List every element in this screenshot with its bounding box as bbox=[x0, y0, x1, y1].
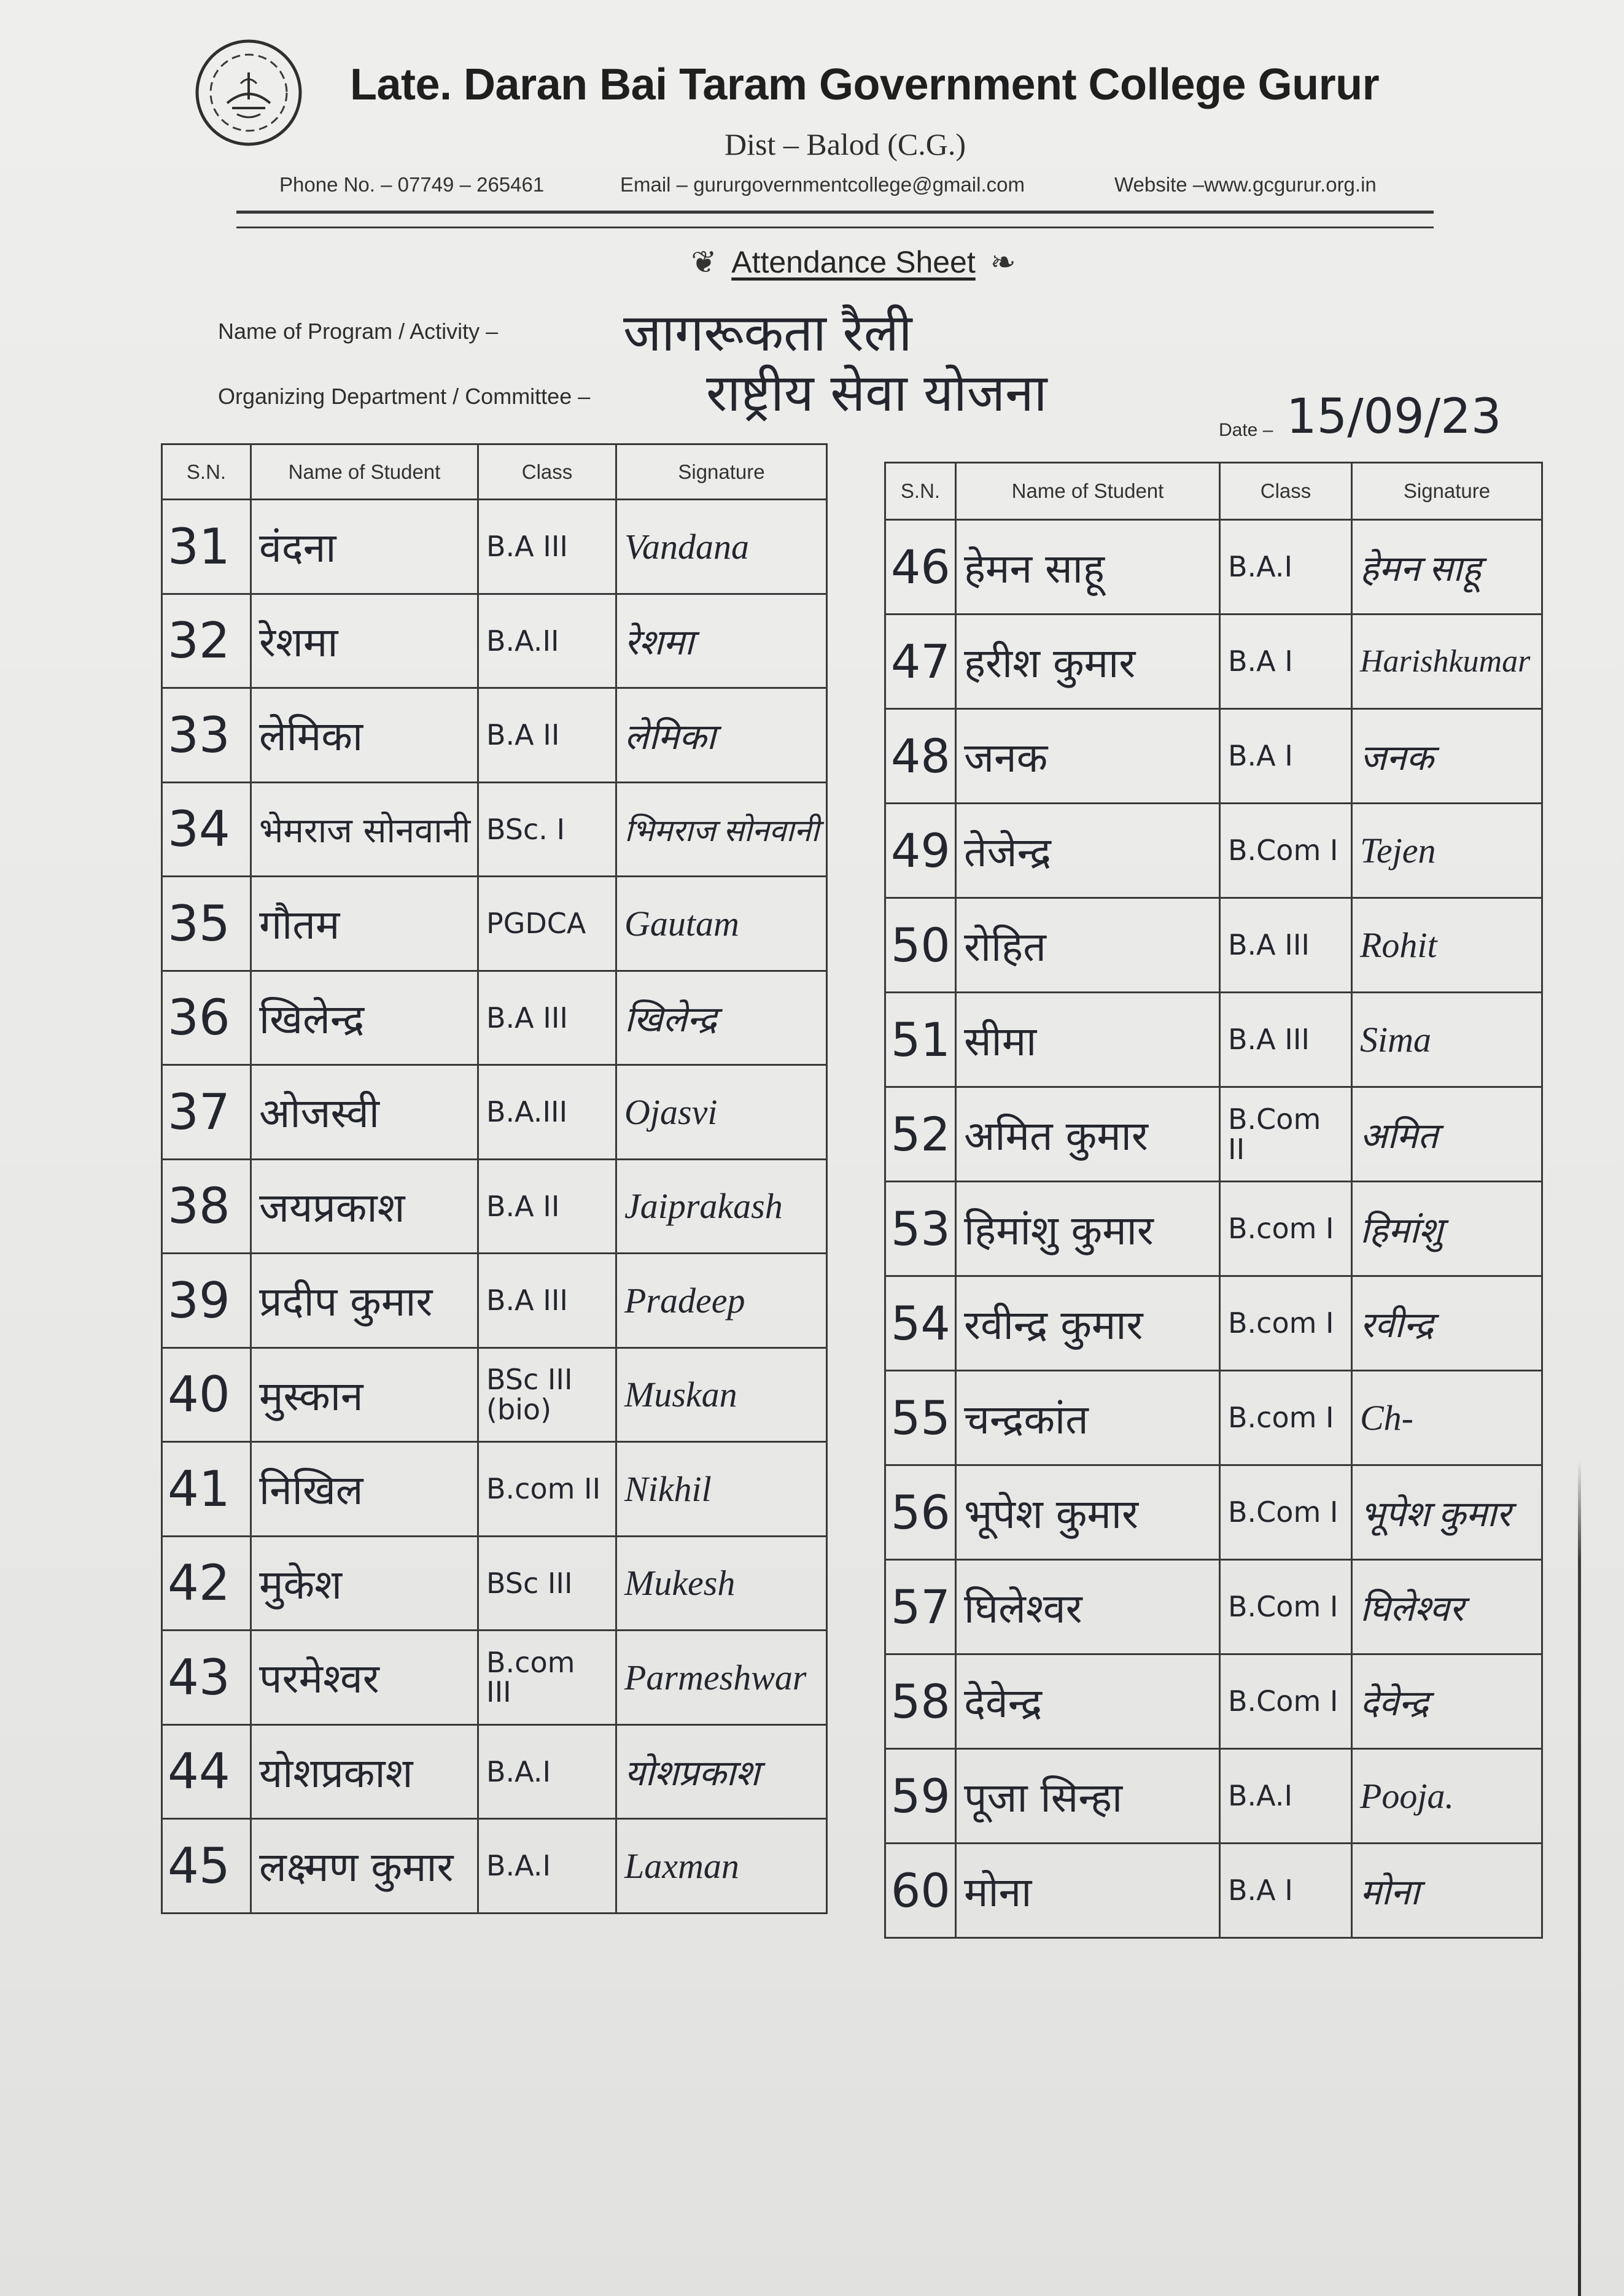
student-signature: Gautam bbox=[617, 877, 828, 972]
student-name: गौतम bbox=[252, 877, 479, 972]
student-signature: योशप्रकाश bbox=[617, 1726, 828, 1820]
student-signature: रेशमा bbox=[617, 595, 828, 689]
website-address: Website –www.gcgurur.org.in bbox=[1114, 173, 1377, 196]
student-name: भेमराज सोनवानी bbox=[252, 783, 479, 878]
row-serial-number: 32 bbox=[163, 595, 252, 689]
student-class: B.A I bbox=[1221, 615, 1353, 710]
student-class: B.A.II bbox=[479, 595, 617, 689]
student-signature: Jaiprakash bbox=[617, 1160, 828, 1255]
student-signature: भिमराज सोनवानी bbox=[617, 783, 828, 878]
student-signature: हिमांशु bbox=[1353, 1182, 1543, 1277]
header-name: Name of Student bbox=[957, 463, 1221, 521]
student-class: B.A.I bbox=[479, 1820, 617, 1914]
student-name: घिलेश्वर bbox=[957, 1561, 1221, 1655]
header-signature: Signature bbox=[617, 445, 828, 500]
row-serial-number: 37 bbox=[163, 1066, 252, 1160]
student-name: योशप्रकाश bbox=[252, 1726, 479, 1820]
email-address: Email – gururgovernmentcollege@gmail.com bbox=[620, 173, 1025, 196]
row-serial-number: 50 bbox=[886, 899, 957, 993]
row-serial-number: 44 bbox=[163, 1726, 252, 1820]
row-serial-number: 38 bbox=[163, 1160, 252, 1255]
header-name: Name of Student bbox=[252, 445, 479, 500]
row-serial-number: 55 bbox=[886, 1371, 957, 1466]
floral-ornament-icon bbox=[990, 247, 1016, 277]
row-serial-number: 59 bbox=[886, 1750, 957, 1844]
header-signature: Signature bbox=[1353, 463, 1543, 521]
student-signature: Nikhil bbox=[617, 1443, 828, 1537]
student-name: हिमांशु कुमार bbox=[957, 1182, 1221, 1277]
student-name: हरीश कुमार bbox=[957, 615, 1221, 710]
student-signature: Pradeep bbox=[617, 1254, 828, 1349]
student-signature: अमित bbox=[1353, 1088, 1543, 1182]
student-signature: Harishkumar bbox=[1353, 615, 1543, 710]
student-class: B.Com II bbox=[1221, 1088, 1353, 1182]
student-class: B.A.III bbox=[479, 1066, 617, 1160]
student-name: परमेश्वर bbox=[252, 1631, 479, 1726]
student-name: प्रदीप कुमार bbox=[252, 1254, 479, 1349]
row-serial-number: 54 bbox=[886, 1277, 957, 1371]
student-class: B.A I bbox=[1221, 710, 1353, 804]
row-serial-number: 47 bbox=[886, 615, 957, 710]
page-edge-shadow bbox=[1578, 1461, 1581, 2296]
student-class: B.A II bbox=[479, 1160, 617, 1255]
student-signature: हेमन साहू bbox=[1353, 521, 1543, 615]
row-serial-number: 31 bbox=[163, 500, 252, 595]
student-signature: जनक bbox=[1353, 710, 1543, 804]
student-signature: रवीन्द्र bbox=[1353, 1277, 1543, 1371]
student-name: जनक bbox=[957, 710, 1221, 804]
student-name: सीमा bbox=[957, 993, 1221, 1088]
student-name: तेजेन्द्र bbox=[957, 804, 1221, 899]
sheet-heading bbox=[614, 244, 1093, 280]
row-serial-number: 51 bbox=[886, 993, 957, 1088]
attendance-table-left bbox=[161, 443, 828, 1914]
row-serial-number: 60 bbox=[886, 1844, 957, 1939]
row-serial-number: 49 bbox=[886, 804, 957, 899]
student-signature: Tejen bbox=[1353, 804, 1543, 899]
student-signature: देवेन्द्र bbox=[1353, 1655, 1543, 1750]
student-name: वंदना bbox=[252, 500, 479, 595]
student-signature: Muskan bbox=[617, 1349, 828, 1443]
student-name: देवेन्द्र bbox=[957, 1655, 1221, 1750]
header-sn: S.N. bbox=[163, 445, 252, 500]
header-sn: S.N. bbox=[886, 463, 957, 521]
student-name: निखिल bbox=[252, 1443, 479, 1537]
row-serial-number: 57 bbox=[886, 1561, 957, 1655]
floral-ornament-icon bbox=[691, 247, 717, 277]
student-name: हेमन साहू bbox=[957, 521, 1221, 615]
student-class: B.A II bbox=[479, 689, 617, 783]
student-class: B.Com I bbox=[1221, 1655, 1353, 1750]
attendance-table-right bbox=[884, 462, 1543, 1939]
department-label: Organizing Department / Committee – bbox=[218, 384, 591, 409]
row-serial-number: 41 bbox=[163, 1443, 252, 1537]
district-line: Dist – Balod (C.G.) bbox=[725, 127, 966, 161]
header-rule-thick bbox=[236, 211, 1434, 214]
phone-number: Phone No. – 07749 – 265461 bbox=[279, 173, 545, 196]
student-signature: Parmeshwar bbox=[617, 1631, 828, 1726]
college-name: Late. Daran Bai Taram Government College Gurur bbox=[350, 60, 1380, 109]
row-serial-number: 34 bbox=[163, 783, 252, 878]
row-serial-number: 42 bbox=[163, 1537, 252, 1632]
student-class: B.A III bbox=[479, 500, 617, 595]
row-serial-number: 53 bbox=[886, 1182, 957, 1277]
student-signature: Ojasvi bbox=[617, 1066, 828, 1160]
sheet-title: Attendance Sheet bbox=[731, 245, 976, 279]
student-name: अमित कुमार bbox=[957, 1088, 1221, 1182]
student-signature: भूपेश कुमार bbox=[1353, 1466, 1543, 1561]
row-serial-number: 58 bbox=[886, 1655, 957, 1750]
college-emblem-icon bbox=[192, 36, 306, 150]
student-name: खिलेन्द्र bbox=[252, 972, 479, 1066]
student-signature: खिलेन्द्र bbox=[617, 972, 828, 1066]
student-class: BSc III bbox=[479, 1537, 617, 1632]
student-name: मुस्कान bbox=[252, 1349, 479, 1443]
student-signature: मोना bbox=[1353, 1844, 1543, 1939]
student-class: B.A III bbox=[479, 1254, 617, 1349]
student-class: B.Com I bbox=[1221, 1466, 1353, 1561]
header-rule-thin bbox=[236, 227, 1434, 228]
row-serial-number: 46 bbox=[886, 521, 957, 615]
student-name: जयप्रकाश bbox=[252, 1160, 479, 1255]
row-serial-number: 33 bbox=[163, 689, 252, 783]
program-value: जागरूकता रैली bbox=[623, 303, 912, 363]
date-value: 15/09/23 bbox=[1286, 389, 1502, 444]
student-name: लक्ष्मण कुमार bbox=[252, 1820, 479, 1914]
student-signature: Ch- bbox=[1353, 1371, 1543, 1466]
student-class: B.com III bbox=[479, 1631, 617, 1726]
header-class: Class bbox=[479, 445, 617, 500]
student-name: ओजस्वी bbox=[252, 1066, 479, 1160]
student-class: B.A.I bbox=[479, 1726, 617, 1820]
department-value: राष्ट्रीय सेवा योजना bbox=[706, 363, 1047, 423]
student-signature: घिलेश्वर bbox=[1353, 1561, 1543, 1655]
row-serial-number: 45 bbox=[163, 1820, 252, 1914]
program-label: Name of Program / Activity – bbox=[218, 319, 499, 344]
student-signature: Vandana bbox=[617, 500, 828, 595]
student-name: रेशमा bbox=[252, 595, 479, 689]
student-class: B.Com I bbox=[1221, 1561, 1353, 1655]
student-name: रवीन्द्र कुमार bbox=[957, 1277, 1221, 1371]
student-class: B.com I bbox=[1221, 1371, 1353, 1466]
row-serial-number: 52 bbox=[886, 1088, 957, 1182]
student-signature: Sima bbox=[1353, 993, 1543, 1088]
row-serial-number: 43 bbox=[163, 1631, 252, 1726]
student-class: B.Com I bbox=[1221, 804, 1353, 899]
student-class: B.A III bbox=[1221, 993, 1353, 1088]
row-serial-number: 48 bbox=[886, 710, 957, 804]
student-class: B.com I bbox=[1221, 1182, 1353, 1277]
student-signature: Laxman bbox=[617, 1820, 828, 1914]
student-name: मोना bbox=[957, 1844, 1221, 1939]
date-label: Date – bbox=[1219, 420, 1273, 440]
student-class: BSc III (bio) bbox=[479, 1349, 617, 1443]
row-serial-number: 35 bbox=[163, 877, 252, 972]
student-class: BSc. I bbox=[479, 783, 617, 878]
row-serial-number: 40 bbox=[163, 1349, 252, 1443]
row-serial-number: 39 bbox=[163, 1254, 252, 1349]
student-class: B.A.I bbox=[1221, 1750, 1353, 1844]
student-name: पूजा सिन्हा bbox=[957, 1750, 1221, 1844]
row-serial-number: 56 bbox=[886, 1466, 957, 1561]
student-signature: Mukesh bbox=[617, 1537, 828, 1632]
student-signature: Rohit bbox=[1353, 899, 1543, 993]
student-name: चन्द्रकांत bbox=[957, 1371, 1221, 1466]
student-name: मुकेश bbox=[252, 1537, 479, 1632]
student-class: B.A III bbox=[1221, 899, 1353, 993]
header-class: Class bbox=[1221, 463, 1353, 521]
student-name: भूपेश कुमार bbox=[957, 1466, 1221, 1561]
student-class: B.A III bbox=[479, 972, 617, 1066]
student-name: रोहित bbox=[957, 899, 1221, 993]
row-serial-number: 36 bbox=[163, 972, 252, 1066]
student-name: लेमिका bbox=[252, 689, 479, 783]
student-class: B.com I bbox=[1221, 1277, 1353, 1371]
student-class: B.A.I bbox=[1221, 521, 1353, 615]
student-signature: Pooja. bbox=[1353, 1750, 1543, 1844]
student-class: PGDCA bbox=[479, 877, 617, 972]
student-signature: लेमिका bbox=[617, 689, 828, 783]
student-class: B.A I bbox=[1221, 1844, 1353, 1939]
student-class: B.com II bbox=[479, 1443, 617, 1537]
